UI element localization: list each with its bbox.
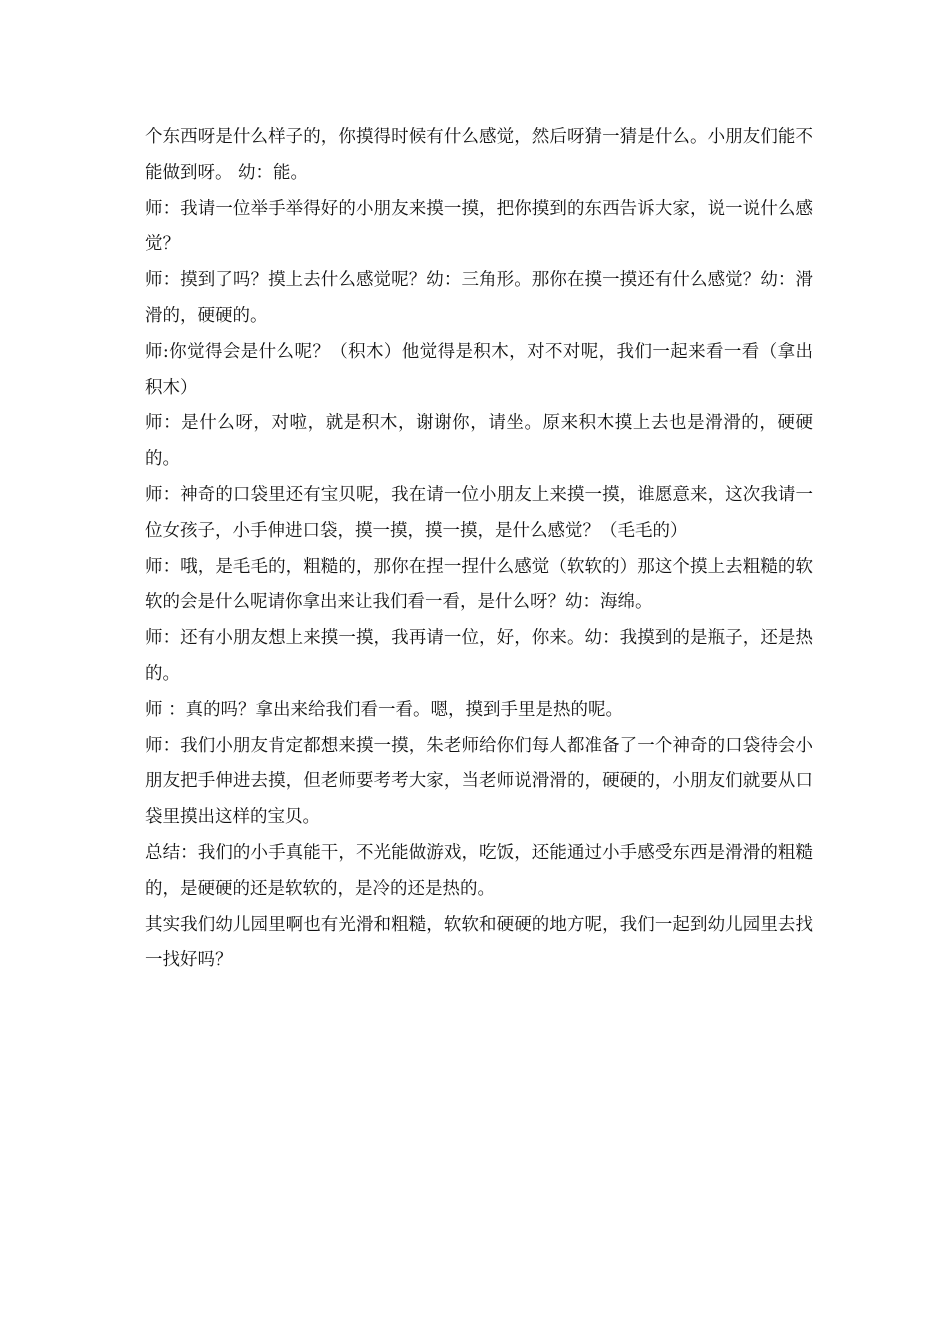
paragraph-3: 师：摸到了吗？摸上去什么感觉呢？幼：三角形。那你在摸一摸还有什么感觉？幼：滑滑的，硬硬的。	[145, 270, 813, 326]
paragraph-8: 师：还有小朋友想上来摸一摸，我再请一位，好，你来。幼：我摸到的是瓶子，还是热的。	[145, 628, 813, 684]
document-body	[145, 120, 813, 979]
paragraph-10: 师：我们小朋友肯定都想来摸一摸，朱老师给你们每人都准备了一个神奇的口袋待会小朋友把手伸进去摸，但老师要考考大家，当老师说滑滑的，硬硬的，小朋友们就要从口袋里摸出这样的宝贝。	[145, 735, 813, 828]
paragraph-5: 师：是什么呀，对啦，就是积木，谢谢你，请坐。原来积木摸上去也是滑滑的，硬硬的。	[145, 413, 813, 470]
paragraph-9: 师 ：真的吗？拿出来给我们看一看。嗯，摸到手里是热的呢。	[145, 699, 624, 720]
paragraph-12: 其实我们幼儿园里啊也有光滑和粗糙，软软和硬硬的地方呢，我们一起到幼儿园里去找一找好吗？	[145, 914, 813, 971]
paragraph-1: 个东西呀是什么样子的，你摸得时候有什么感觉，然后呀猜一猜是什么。小朋友们能不能做到呀。 幼：能。	[145, 127, 813, 183]
paragraph-7: 师：哦，是毛毛的，粗糙的，那你在捏一捏什么感觉（软软的）那这个摸上去粗糙的软软的会是什么呢请你拿出来让我们看一看，是什么呀？幼：海绵。	[145, 556, 813, 613]
paragraph-11: 总结：我们的小手真能干，不光能做游戏，吃饭，还能通过小手感受东西是滑滑的粗糙的，是硬硬的还是软软的，是冷的还是热的。	[145, 842, 813, 899]
paragraph-6: 师：神奇的口袋里还有宝贝呢，我在请一位小朋友上来摸一摸，谁愿意来，这次我请一位女孩子，小手伸进口袋，摸一摸，摸一摸，是什么感觉？（毛毛的）	[145, 484, 813, 541]
paragraph-2: 师：我请一位举手举得好的小朋友来摸一摸，把你摸到的东西告诉大家，说一说什么感觉？	[145, 198, 813, 255]
paragraph-4: 师:你觉得会是什么呢？（积木）他觉得是积木，对不对呢，我们一起来看一看（拿出积木）	[145, 341, 813, 398]
